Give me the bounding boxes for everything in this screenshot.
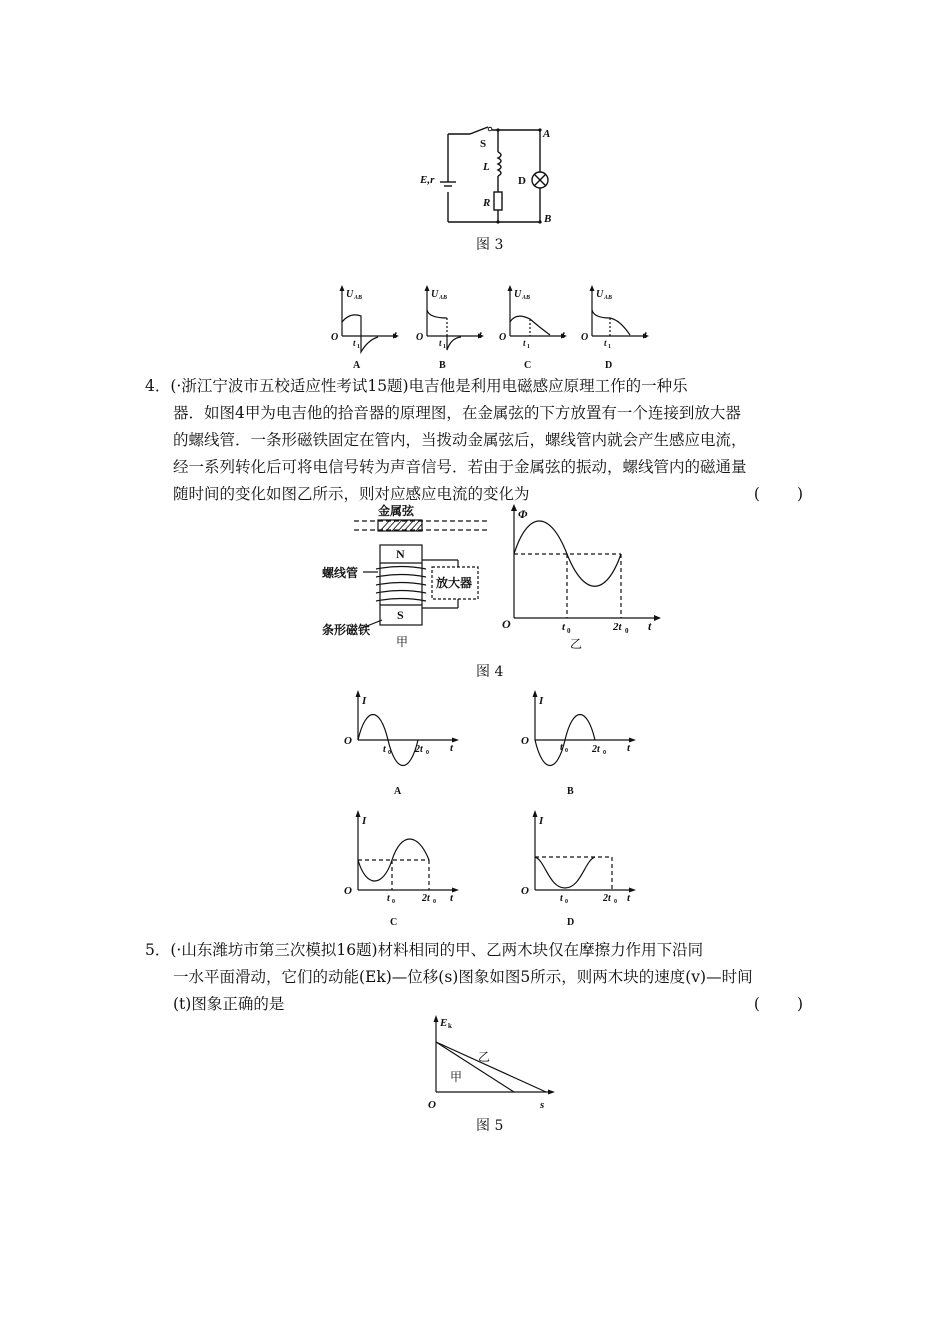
node-b-label: B [544,213,552,225]
figure-3-options [328,282,658,374]
option-letter: A [394,786,402,797]
y-axis-label: U [514,289,522,300]
answer-blank: ( ) [753,995,805,1013]
option-graph-d [515,808,645,928]
question-5 [145,937,805,1018]
origin-label: O [416,332,424,343]
source-label: E,r [420,174,435,186]
option-letter: C [390,917,398,928]
north-pole-label: N [396,547,405,561]
tick-2t0: 2t [613,621,622,633]
tick-t0-sub: 0 [392,899,395,905]
origin-label: O [331,332,339,343]
y-axis-sub: AB [354,295,363,301]
question-4-line: 器．如图4甲为电吉他的拾音器的原理图，在金属弦的下方放置有一个连接到放大器 [173,404,741,422]
y-axis-label: I [539,695,544,707]
string-label: 金属弦 [378,504,415,518]
tick-t0-sub: 0 [565,748,568,754]
origin-label: O [581,332,589,343]
x-axis-label: t [627,742,631,754]
figure-3-circuit [410,120,570,230]
switch-label: S [480,138,487,150]
question-4-line: 经一系列转化后可将电信号转为声音信号．若由于金属弦的振动，螺线管内的磁通量 [173,458,747,476]
origin-label: O [428,1099,436,1111]
question-4-line: 的螺线管．一条形磁铁固定在管内，当拨动金属弦后，螺线管内就会产生感应电流， [173,431,747,449]
question-4 [145,373,805,508]
sub-figure-label: 乙 [570,637,583,651]
x-axis-label: s [540,1099,545,1111]
figure-4-yi-flux-graph [498,502,668,654]
y-axis-label: U [596,289,604,300]
tick-2t0: 2t [592,744,600,755]
tick-label: t [604,338,607,348]
x-axis-label: t [450,892,454,904]
figure-4-jia-pickup-diagram [318,500,493,652]
option-letter: C [524,360,532,371]
question-4-line: 随时间的变化如图乙所示，则对应感应电流的变化为 [173,485,530,503]
tick-sub: 1 [443,344,446,350]
x-axis-label: t [644,330,647,341]
tick-2t0: 2t [415,744,423,755]
tick-t0-sub: 0 [565,899,568,905]
option-letter: D [605,360,613,371]
origin-label: O [521,885,529,897]
tick-sub: 1 [608,344,611,350]
option-graph-d [578,282,653,372]
question-4-line: 4．(·浙江宁波市五校适应性考试15题)电吉他是利用电磁感应原理工作的一种乐 [145,377,688,395]
tick-t0: t [560,742,563,753]
y-axis-label: Φ [518,507,528,521]
south-pole-label: S [397,608,404,622]
option-graph-c [338,808,468,928]
tick-2t0-sub: 0 [603,750,606,756]
tick-t0: t [562,621,566,633]
y-axis-sub: AB [604,295,613,301]
tick-label: t [439,338,442,348]
x-axis-label: t [562,330,565,341]
tick-t0: t [383,744,386,755]
origin-label: O [521,735,529,747]
option-graph-a [338,688,468,798]
resistor-label: R [483,197,491,209]
origin-label: O [499,332,507,343]
y-axis-label: E [440,1017,448,1029]
figure-3-caption: 图 3 [476,237,504,253]
sub-figure-label: 甲 [396,635,409,649]
figure-5-ek-s-graph [418,1012,563,1112]
option-letter: B [439,360,446,371]
y-axis-label: I [362,815,367,827]
tick-t0: t [387,893,390,904]
tick-label: t [523,338,526,348]
tick-2t0-sub: 0 [433,899,436,905]
x-axis-label: t [648,619,652,633]
origin-label: O [502,617,511,631]
tick-t0-sub: 0 [567,627,571,635]
figure-5-caption: 图 5 [476,1118,504,1134]
tick-t0-sub: 0 [388,750,391,756]
line-yi [436,1042,546,1092]
x-axis-label: t [479,330,482,341]
tick-2t0: 2t [603,893,611,904]
y-axis-label: I [362,695,367,707]
y-axis-sub: k [448,1022,452,1030]
series-jia-label: 甲 [450,1070,463,1084]
figure-4-caption: 图 4 [476,664,504,680]
answer-blank: ( ) [753,485,805,503]
y-axis-label: I [539,815,544,827]
option-letter: A [353,360,361,371]
y-axis-label: U [346,289,354,300]
y-axis-label: U [431,289,439,300]
tick-2t0: 2t [422,893,430,904]
magnet-label: 条形磁铁 [322,623,371,637]
inductor-label: L [483,161,490,173]
tick-2t0-sub: 0 [625,627,629,635]
y-axis-sub: AB [522,295,531,301]
tick-sub: 1 [357,344,360,350]
tick-2t0-sub: 0 [426,750,429,756]
tick-2t0-sub: 0 [614,899,617,905]
tick-t0: t [560,893,563,904]
question-5-line: 5．(·山东潍坊市第三次模拟16题)材料相同的甲、乙两木块仅在摩擦力作用下沿同 [145,941,704,959]
question-5-line: (t)图象正确的是 [173,995,285,1013]
amplifier-label: 放大器 [436,576,473,590]
origin-label: O [344,885,352,897]
tick-label: t [353,338,356,348]
series-yi-label: 乙 [478,1050,491,1064]
origin-label: O [344,735,352,747]
lamp-label: D [518,175,526,187]
x-axis-label: t [394,330,397,341]
option-letter: D [567,917,575,928]
option-letter: B [567,786,574,797]
node-a-label: A [543,128,551,140]
coil-label: 螺线管 [322,566,359,580]
y-axis-sub: AB [439,295,448,301]
line-jia [436,1042,514,1092]
option-graph-c [496,282,571,372]
question-5-line: 一水平面滑动，它们的动能(Ek)—位移(s)图象如图5所示，则两木块的速度(v)—时间 [173,968,753,986]
option-graph-b [413,282,488,372]
tick-sub: 1 [527,344,530,350]
option-graph-a [328,282,403,372]
option-graph-b [515,688,645,798]
x-axis-label: t [450,742,454,754]
x-axis-label: t [627,892,631,904]
